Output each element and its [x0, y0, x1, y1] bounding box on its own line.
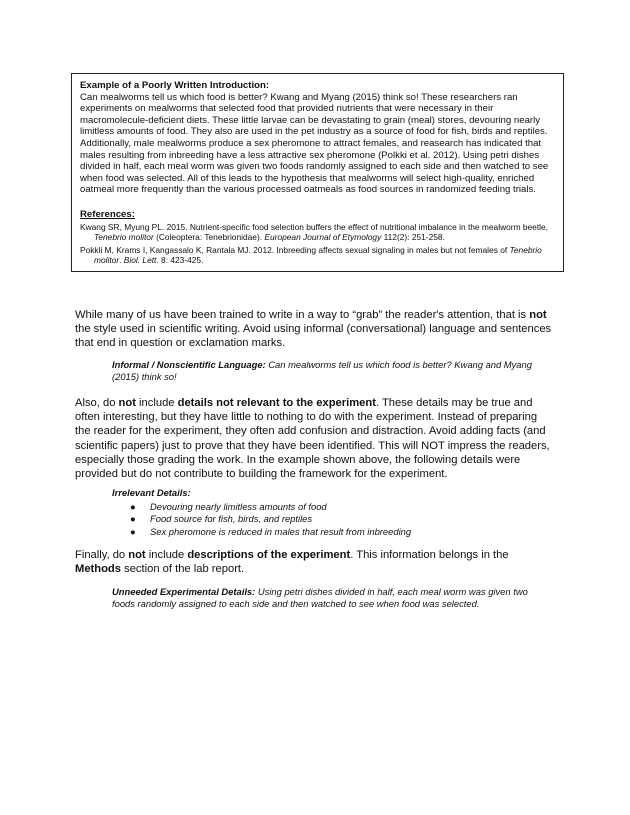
example-introduction-box — [71, 73, 564, 272]
species-name: Tenebrio molitor — [94, 231, 154, 242]
example-title: Example of a Poorly Written Introduction: — [80, 80, 270, 91]
list-item: ● Devouring nearly limitless amounts of food — [130, 501, 327, 512]
reference-1: Kwang SR, Myung PL. 2015. Nutrient-specific food selection buffers the effect of nutritional imbalance in the mealworm beetle, Tenebrio molitor (Coleoptera: Tenebrionidae). European Journal of Etymology 112(2): 251-258. — [80, 221, 549, 242]
paragraph-irrelevant-details: Also, do not include details not relevant to the experiment. These details may be true and often interesting, but they have little to nothing to do with the experiment. Instead of preparing the reader for the experiment, they often add confusion and distraction. Avoid adding facts (and scientific papers) just to prove that they have been identified. This will NOT impress the readers, especially those grading the work. In the example shown above, the following details were provided but do not contribute to building the framework for the experiment. — [75, 397, 550, 481]
irrelevant-details-list — [112, 501, 532, 538]
example-body: Can mealworms tell us which food is better? Kwang and Myang (2015) think so! These researchers ran experiments on mealworms that selected food that provided nutrients that were necessary in their macromolecule-deficient diets. These little larvae can be devastating to grain (meal) stores, devouring nearly limitless amounts of food. They also are used in the pet industry as a source of food for fish, birds and reptiles. Additionally, male mealworms produce a sex pheromone to attract females, and reasearch has indicated that males resulting from inbreeding have a less attractive sex pheromone (Polkki et al. 2012). Using petri dishes divided in half, each meal worm was given two foods randomly assigned to each side and then watched to see when food was selected. All of this leads to the hypothesis that mealworms will select high-quality, enriched oatmeal more frequently than the various processed oatmeals as food sources in randomized feeding trials. — [80, 91, 549, 196]
bullet-icon: ● — [130, 513, 136, 525]
callout-lead: Irrelevant Details: — [112, 487, 191, 498]
list-item: ● Food source for fish, birds, and reptiles — [130, 513, 313, 525]
callout-irrelevant-details — [112, 487, 532, 538]
species-name: Tenebrio molitor — [94, 245, 542, 266]
paragraph-experiment-descriptions: Finally, do not include descriptions of the experiment. This information belongs in the Methods section of the lab report. — [75, 549, 509, 576]
callout-informal-language: Informal / Nonscientific Language: Can mealworms tell us which food is better? Kwang and Myang (2015) think so! — [112, 359, 532, 382]
reference-2: Pokkli M, Krams I, Kangassalo K, Rantala MJ. 2012. Inbreeding affects sexual signaling in males but not females of Tenebrio molitor. Biol. Lett. 8: 423-425. — [80, 245, 542, 266]
references-title: References: — [80, 208, 135, 220]
journal-name: European Journal of Etymology — [264, 231, 382, 242]
bullet-icon: ● — [130, 525, 136, 537]
list-item: ● Sex pheromone is reduced in males that result from inbreeding — [130, 525, 412, 537]
paragraph-informal-language: While many of us have been trained to write in a way to “grab” the reader's attention, that is not the style used in scientific writing. Avoid using informal (conversational) language and sentences that end in question or exclamation marks. — [75, 309, 552, 350]
bullet-icon: ● — [130, 501, 136, 512]
callout-experimental-details: Unneeded Experimental Details: Using petri dishes divided in half, each meal worm was given two foods randomly assigned to each side and then watched to see when food was selected. — [112, 586, 528, 609]
journal-name: Biol. Lett — [123, 255, 157, 266]
